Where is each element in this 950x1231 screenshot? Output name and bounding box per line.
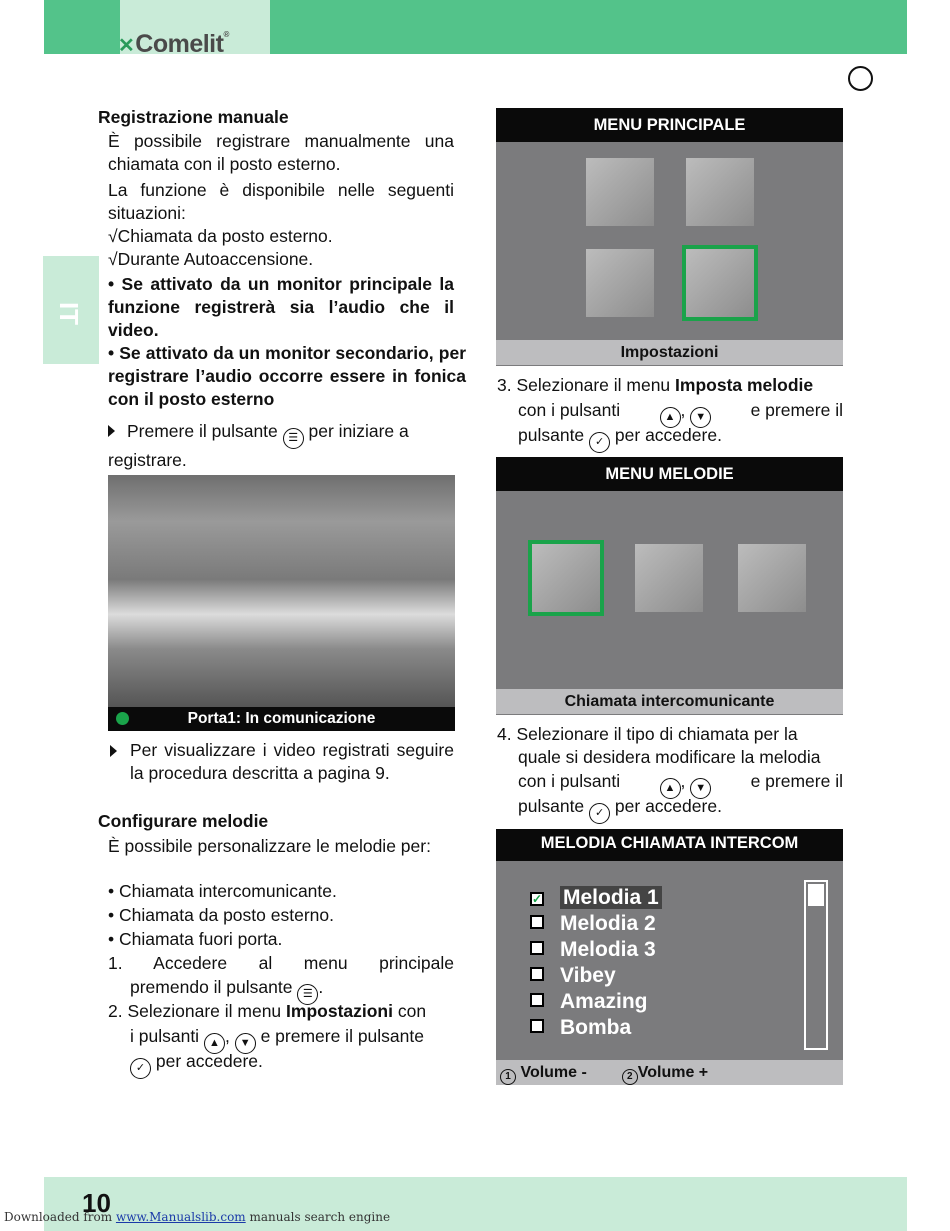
step-record: Premere il pulsante ☰ per iniziare a registrare. <box>108 421 409 470</box>
up-arrow-button-icon: ▲ <box>204 1033 225 1054</box>
video-film-icon <box>586 249 654 317</box>
step-1-line2: premendo il pulsante ☰ . <box>130 976 323 1005</box>
checkbox-icon <box>530 967 544 981</box>
list-item-intercom: • Chiamata intercomunicante. <box>108 881 337 901</box>
down-arrow-button-icon: ▼ <box>235 1033 256 1054</box>
download-notice: Downloaded from www.Manualslib.com manuals search engine <box>4 1210 391 1224</box>
step-4-line4: pulsante ✓ per accedere. <box>518 795 722 824</box>
camera-eye-icon <box>686 158 754 226</box>
key-2-icon: 2 <box>622 1069 638 1085</box>
melody-item: Amazing <box>530 990 648 1014</box>
menu-principale-title: MENU PRINCIPALE <box>496 108 843 142</box>
note-main-monitor: • Se attivato da un monitor principale la funzione registrerà sia l’audio che il video. <box>108 274 454 340</box>
external-call-icon <box>635 544 703 612</box>
step-3-line1: 3. Selezionare il menu Imposta melodie <box>497 375 814 395</box>
down-arrow-button-icon: ▼ <box>690 407 711 428</box>
step-3-line3: pulsante ✓ per accedere. <box>518 424 722 453</box>
menu-principale-selection: Impostazioni <box>496 340 843 365</box>
door-call-icon <box>738 544 806 612</box>
melody-item: Bomba <box>530 1016 631 1040</box>
up-arrow-button-icon: ▲ <box>660 778 681 799</box>
volume-plus-label: Volume + <box>637 1064 709 1081</box>
volume-minus-label: Volume - <box>520 1064 587 1081</box>
melody-item: Vibey <box>530 964 616 988</box>
recording-status-dot <box>116 712 129 725</box>
paragraph-melodie: È possibile personalizzare le melodie per: <box>108 836 431 856</box>
step-2-line2: i pulsanti ▲ , ▼ e premere il pulsante <box>130 1025 424 1054</box>
language-tab <box>43 256 99 364</box>
checkbox-icon <box>530 941 544 955</box>
bullet-arrow-icon <box>110 745 117 757</box>
melody-list-title: MELODIA CHIAMATA INTERCOM <box>496 829 843 861</box>
confirm-button-icon: ✓ <box>589 432 610 453</box>
down-arrow-button-icon: ▼ <box>690 778 711 799</box>
melody-item: Melodia 2 <box>530 912 656 936</box>
photo-caption: Porta1: In comunicazione <box>108 707 455 731</box>
menu-principale-screen <box>496 108 843 366</box>
step-1-line1: 1. Accedere al menu principale <box>108 953 454 973</box>
checkbox-icon <box>530 993 544 1007</box>
step-4-line2: quale si desidera modificare la melodia <box>518 747 821 767</box>
melody-scrollbar <box>804 880 828 1050</box>
key-1-icon: 1 <box>500 1069 516 1085</box>
menu-button-icon: ☰ <box>283 428 304 449</box>
intercom-call-icon <box>532 544 600 612</box>
step-3-line2: con i pulsanti ▲ , ▼ e premere il <box>518 399 843 428</box>
confirm-button-icon: ✓ <box>130 1058 151 1079</box>
melody-item: ✓ Melodia 1 <box>530 886 662 910</box>
confirm-button-icon: ✓ <box>589 803 610 824</box>
bullet-arrow-icon <box>108 425 115 437</box>
condition-external-call: √Chiamata da posto esterno. <box>108 226 333 246</box>
step-4-line1: 4. Selezionare il tipo di chiamata per la <box>497 724 798 744</box>
melody-item: Melodia 3 <box>530 938 656 962</box>
address-book-icon <box>586 158 654 226</box>
menu-melodie-title: MENU MELODIE <box>496 457 843 491</box>
list-item-outside: • Chiamata fuori porta. <box>108 929 283 949</box>
condition-autoaccensione: √Durante Autoaccensione. <box>108 249 314 269</box>
page-marker-circle <box>848 66 873 91</box>
checkbox-icon <box>530 1019 544 1033</box>
comelit-logo: ✕Comelit® <box>118 30 229 58</box>
note-secondary-monitor: • Se attivato da un monitor secondario, per registrare l’audio occorre essere in fonica con il posto esterno <box>108 343 466 409</box>
settings-gear-icon <box>686 249 754 317</box>
menu-button-icon: ☰ <box>297 984 318 1005</box>
list-item-external: • Chiamata da posto esterno. <box>108 905 334 925</box>
checkbox-icon <box>530 915 544 929</box>
checkbox-checked-icon: ✓ <box>532 892 543 906</box>
scrollbar-thumb <box>808 884 824 906</box>
menu-melodie-selection: Chiamata intercomunicante <box>496 689 843 714</box>
manualslib-link[interactable]: www.Manualslib.com <box>115 1210 246 1224</box>
step-4-line3: con i pulsanti ▲ , ▼ e premere il <box>518 770 843 799</box>
page-number: 10 <box>82 1188 111 1218</box>
heading-melodie: Configurare melodie <box>98 811 269 831</box>
step-2-line3: ✓ per accedere. <box>130 1050 263 1079</box>
language-label: IT <box>54 301 85 326</box>
paragraph-availability: La funzione è disponibile nelle seguenti situazioni: <box>108 180 454 223</box>
step-2-line1: 2. Selezionare il menu Impostazioni con <box>108 1001 427 1021</box>
step-view-videos: Per visualizzare i video registrati seguire la procedura descritta a pagina 9. <box>108 739 454 785</box>
camera-recording-image <box>108 475 455 707</box>
volume-bar <box>496 1060 843 1085</box>
paragraph-intro: È possibile registrare manualmente una chiamata con il posto esterno. <box>108 131 454 174</box>
heading-registrazione: Registrazione manuale <box>98 107 289 127</box>
up-arrow-button-icon: ▲ <box>660 407 681 428</box>
